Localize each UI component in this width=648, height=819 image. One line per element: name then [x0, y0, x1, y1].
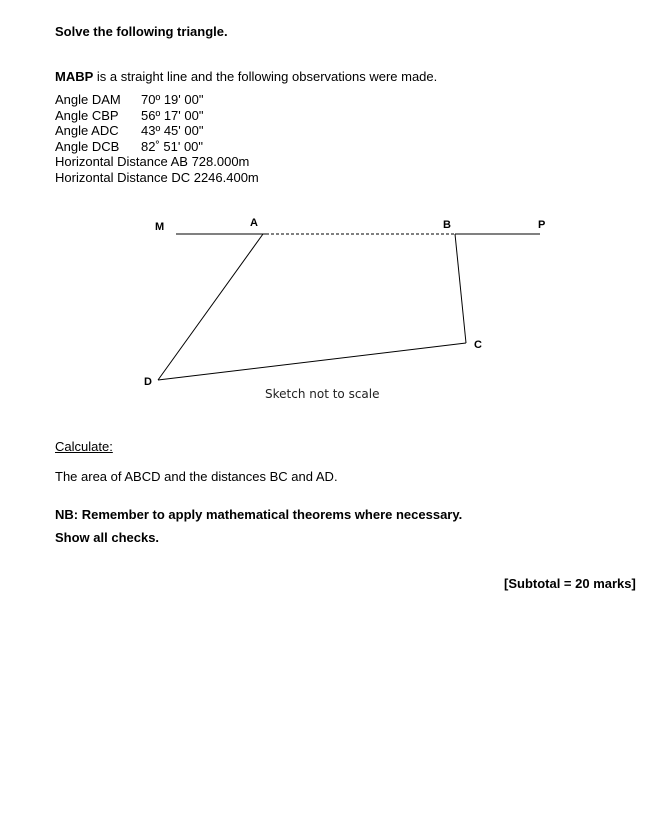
line-a-d	[158, 234, 263, 380]
label-a: A	[250, 217, 258, 229]
observation-name: Angle ADC	[55, 123, 119, 138]
intro-bold: MABP	[55, 69, 94, 84]
nb-note: NB: Remember to apply mathematical theorems where necessary.	[55, 507, 463, 522]
calculate-heading: Calculate:	[55, 439, 113, 454]
observation-value: 82˚ 51' 00"	[141, 138, 204, 154]
checks-note: Show all checks.	[55, 530, 160, 545]
intro-rest: is a straight line and the following observations were made.	[93, 69, 438, 84]
label-b: B	[443, 219, 451, 231]
label-d: D	[144, 376, 152, 388]
calculate-text: The area of ABCD and the distances BC and AD.	[55, 469, 338, 484]
observation-value: 43º 45' 00"	[141, 123, 204, 138]
label-p: P	[538, 219, 546, 231]
observation-name: Angle CBP	[55, 107, 119, 123]
observation-name: Angle DAM	[55, 92, 121, 107]
distance-ab: Horizontal Distance AB 728.000m	[55, 154, 250, 169]
subtotal-marks: [Subtotal = 20 marks]	[504, 576, 636, 591]
label-c: C	[474, 339, 482, 351]
observation-name: Angle DCB	[55, 138, 120, 154]
distance-dc: Horizontal Distance DC 2246.400m	[55, 169, 259, 185]
page-title: Solve the following triangle.	[55, 24, 228, 39]
observation-value: 56º 17' 00"	[141, 107, 204, 123]
sketch-caption: Sketch not to scale	[265, 387, 380, 401]
line-d-c	[158, 343, 466, 380]
label-m: M	[155, 221, 165, 233]
observation-value: 70º 19' 00"	[141, 92, 204, 107]
line-b-c	[455, 234, 466, 343]
